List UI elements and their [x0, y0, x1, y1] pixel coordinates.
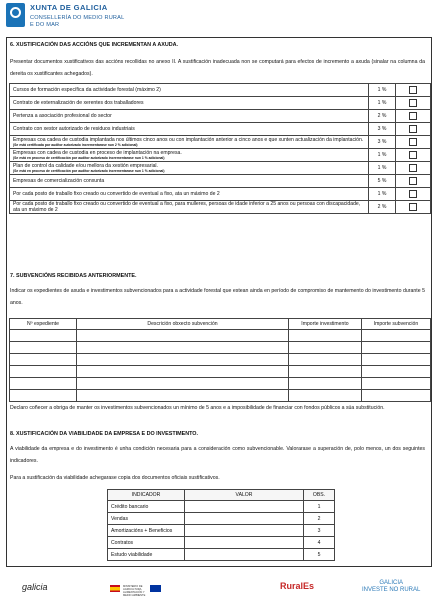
justification-row [10, 162, 431, 175]
section6-title: 6. XUSTIFICACIÓN DAS ACCIÓNS QUE INCREMENTAN A AXUDA. [10, 42, 179, 48]
subsidy-cell[interactable] [10, 390, 77, 402]
section7-intro: Indicar os expedientes de axuda e investimentos subvencionados para a actividade forestal que estean ainda en período de compromiso de mantemento do investimento durante 5 anos. [10, 288, 425, 306]
justification-checkbox[interactable] [409, 125, 417, 133]
justification-checkbox[interactable] [409, 177, 417, 185]
indicator-name: Amortizacións + Beneficios [108, 525, 185, 537]
justification-checkbox[interactable] [409, 138, 417, 146]
org-title: XUNTA DE GALICIA [30, 3, 108, 12]
justification-label-cell [10, 110, 369, 123]
section8-intro2: Para a xustificación da viabilidade achegarase copia dos documentos oficiais xustificativos. [10, 475, 220, 481]
indicator-name: Estudo viabilidade [108, 549, 185, 561]
justification-label-cell [10, 84, 369, 97]
justification-row [10, 188, 431, 201]
ministry-text: MINISTERIO DE AGRICULTURA, ALIMENTACIÓN Y MEDIO AMBIENTE [123, 585, 146, 597]
justification-label: Por cada posto de traballo fixo creado ou convertido de eventual a fixo, para mulleres, persoas de idade inferior a 25 anos ou persoas con discapacidade, ata un máximo de 2 [13, 201, 361, 213]
dept-line1: CONSELLERÍA DO MEDIO RURAL [30, 15, 125, 21]
justification-row [10, 97, 431, 110]
justification-note: (Se está certificada por auditor autorizado incrementarase nun 2 % adicional) [13, 143, 138, 147]
justification-checkbox[interactable] [409, 151, 417, 159]
col-obs: OBS. [304, 490, 335, 501]
justification-label-cell [10, 136, 369, 149]
indicator-row [108, 513, 335, 525]
section6-table [9, 83, 431, 214]
justification-percent: 2 % [369, 201, 396, 214]
subsidy-row [10, 330, 431, 342]
indicator-row [108, 525, 335, 537]
justification-percent: 5 % [369, 175, 396, 188]
justification-label: Contrato con xestor autorizado de residuos industriais [13, 126, 135, 132]
section7-declaration: Declaro coñecer a obriga de manter os investimentos subvencionados un mínimo de 5 anos e a imposibilidade de financiar con fondos públicos a súa substitución. [10, 405, 385, 411]
justification-percent: 1 % [369, 162, 396, 175]
subsidy-cell[interactable] [361, 330, 430, 342]
subsidy-cell[interactable] [289, 390, 362, 402]
justification-note: (Se está en proceso de certificación por auditor autorizado incrementarase nun 1 % adicional) [13, 169, 165, 173]
subsidy-cell[interactable] [289, 366, 362, 378]
subsidy-row [10, 390, 431, 402]
justification-percent: 1 % [369, 84, 396, 97]
justification-label: Plan de control da calidade e/ou mellora da xestión empresarial. [13, 163, 158, 169]
indicator-value-cell[interactable] [185, 525, 304, 537]
justification-label: Cursos de formación específica da actividade forestal (máximo 2) [13, 87, 161, 93]
justification-checkbox-cell [396, 136, 431, 149]
subsidy-cell[interactable] [361, 366, 430, 378]
subsidy-cell[interactable] [10, 378, 77, 390]
subsidy-cell[interactable] [361, 342, 430, 354]
justification-percent: 1 % [369, 188, 396, 201]
justification-checkbox[interactable] [409, 190, 417, 198]
section8-table [107, 489, 335, 561]
subsidy-cell[interactable] [289, 354, 362, 366]
subsidy-cell[interactable] [77, 342, 289, 354]
subsidy-cell[interactable] [77, 378, 289, 390]
justification-row [10, 123, 431, 136]
section6-intro: Presentar documentos xustificativos das accións recollidas no anexo II. A xustificación inadecuada non se computará para efectos de incremento a axuda (sinalar na columna da dereita os xustificantes achegados). [10, 59, 425, 77]
justification-percent: 2 % [369, 110, 396, 123]
justification-label-cell [10, 188, 369, 201]
dept-line2: E DO MAR [30, 22, 60, 28]
justification-checkbox-cell [396, 84, 431, 97]
justification-checkbox[interactable] [409, 203, 417, 211]
subsidy-cell[interactable] [361, 354, 430, 366]
justification-label: Empresas con cadea de custodia en proceso de implantación na empresa. [13, 150, 182, 156]
indicator-value-cell[interactable] [185, 501, 304, 513]
section7-table [9, 318, 431, 402]
header [6, 3, 206, 31]
justification-checkbox[interactable] [409, 86, 417, 94]
justification-label-cell [10, 97, 369, 110]
justification-label-cell [10, 201, 369, 214]
justification-row [10, 110, 431, 123]
subsidy-cell[interactable] [361, 378, 430, 390]
justification-percent: 1 % [369, 149, 396, 162]
subsidy-row [10, 354, 431, 366]
indicator-name: Crédito bancario [108, 501, 185, 513]
indicator-row [108, 501, 335, 513]
justification-checkbox-cell [396, 162, 431, 175]
justification-row [10, 136, 431, 149]
xunta-logo-icon [6, 3, 25, 27]
subsidy-cell[interactable] [77, 366, 289, 378]
col-indicador: INDICADOR [108, 490, 185, 501]
justification-label: Pertenza a asociación profesional do sector [13, 113, 112, 119]
justification-checkbox-cell [396, 97, 431, 110]
justification-checkbox[interactable] [409, 99, 417, 107]
indicator-value-cell[interactable] [185, 549, 304, 561]
justification-label-cell [10, 123, 369, 136]
col-expediente: Nº expediente [10, 319, 77, 330]
subsidy-cell[interactable] [289, 330, 362, 342]
subsidy-cell[interactable] [77, 354, 289, 366]
indicator-obs: 2 [304, 513, 335, 525]
indicator-obs: 3 [304, 525, 335, 537]
subsidy-cell[interactable] [289, 342, 362, 354]
gr-line1: GALICIA [379, 580, 404, 586]
justification-checkbox-cell [396, 110, 431, 123]
section8-intro: A viabilidade da empresa e do investimento é unha condición necesaria para a consideración como subvencionable. Valorarase a superación de, polo menos, un dos seguintes indicadores. [10, 446, 425, 464]
indicator-name: Vendas [108, 513, 185, 525]
col-importe-investimento: Importe investimento [289, 319, 362, 330]
spain-flag-icon [110, 585, 120, 592]
justification-label: Por cada posto de traballo fixo creado ou convertido de eventual a fixo, ata un máximo de 2 [13, 191, 220, 197]
justification-label: Contrato de externalización de xerentes dos traballadores [13, 100, 144, 106]
justification-row [10, 149, 431, 162]
galicia-rural-logo [362, 580, 420, 594]
justification-row [10, 84, 431, 97]
subsidy-cell[interactable] [77, 390, 289, 402]
indicator-row [108, 549, 335, 561]
justification-label-cell [10, 149, 369, 162]
subsidy-cell[interactable] [289, 378, 362, 390]
section7-title: 7. SUBVENCIÓNS RECIBIDAS ANTERIORMENTE. [10, 273, 137, 279]
subsidy-cell[interactable] [10, 342, 77, 354]
galicia-logo: galicia [22, 582, 48, 592]
justification-row [10, 201, 431, 214]
indicator-obs: 4 [304, 537, 335, 549]
justification-checkbox[interactable] [409, 112, 417, 120]
subsidy-row [10, 378, 431, 390]
justification-checkbox[interactable] [409, 164, 417, 172]
indicator-value-cell[interactable] [185, 537, 304, 549]
justification-note: (Se está en proceso de certificación por auditor autorizado incrementarase nun 1 % adicional) [13, 156, 165, 160]
subsidy-cell[interactable] [77, 330, 289, 342]
section8-title: 8. XUSTIFICACIÓN DA VIABILIDADE DA EMPRESA E DO INVESTIMENTO. [10, 431, 198, 437]
subsidy-row [10, 342, 431, 354]
indicator-name: Contratos [108, 537, 185, 549]
justification-checkbox-cell [396, 149, 431, 162]
gr-line2: INVESTE NO RURAL [362, 587, 421, 593]
col-importe-subvencion: Importe subvención [361, 319, 430, 330]
subsidy-cell[interactable] [10, 330, 77, 342]
justification-row [10, 175, 431, 188]
justification-checkbox-cell [396, 188, 431, 201]
subsidy-cell[interactable] [10, 366, 77, 378]
indicator-obs: 1 [304, 501, 335, 513]
col-descricion: Descrición obxecto subvención [77, 319, 289, 330]
justification-label: Empresas de comercialización conxunta [13, 178, 105, 184]
subsidy-cell[interactable] [361, 390, 430, 402]
justification-checkbox-cell [396, 123, 431, 136]
indicator-row [108, 537, 335, 549]
subsidy-cell[interactable] [10, 354, 77, 366]
justification-label: Empresas coa cadea de custodia implantada nos últimos cinco anos ou con implantación anterior a cinco anos e que xunten actualización da implantación. [13, 137, 364, 143]
justification-label-cell [10, 175, 369, 188]
justification-percent: 3 % [369, 136, 396, 149]
indicator-obs: 5 [304, 549, 335, 561]
justification-checkbox-cell [396, 201, 431, 214]
justification-checkbox-cell [396, 175, 431, 188]
subsidy-row [10, 366, 431, 378]
indicator-value-cell[interactable] [185, 513, 304, 525]
rural-es-logo: RuralEs [280, 581, 315, 591]
col-valor: VALOR [185, 490, 304, 501]
eu-flag-icon [150, 585, 161, 592]
justification-label-cell [10, 162, 369, 175]
justification-percent: 3 % [369, 123, 396, 136]
justification-percent: 1 % [369, 97, 396, 110]
